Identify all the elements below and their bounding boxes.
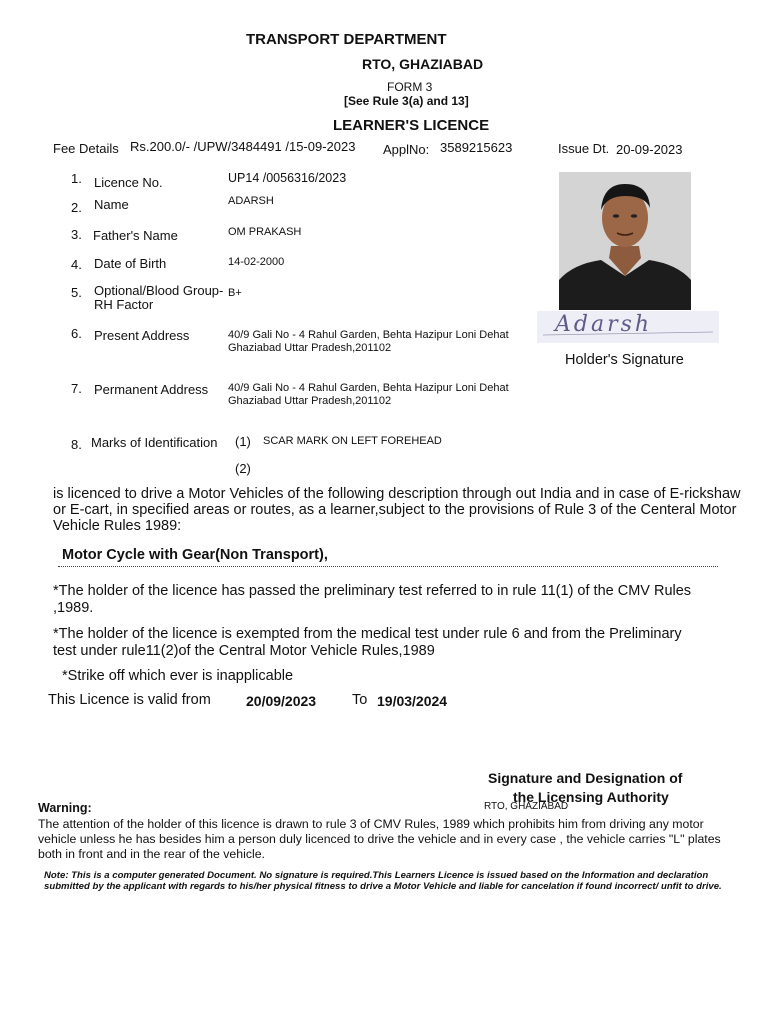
issue-date-label: Issue Dt. [558, 141, 610, 156]
holder-signature-box [537, 311, 719, 343]
name-label: Name [94, 197, 129, 212]
dob-label: Date of Birth [94, 256, 167, 271]
permanent-address-label: Permanent Address [94, 382, 209, 397]
present-address-line2: Ghaziabad Uttar Pradesh,201102 [228, 342, 392, 354]
warning-label: Warning: [38, 801, 92, 815]
field-number: 6. [71, 326, 82, 341]
fee-value: Rs.200.0/- /UPW/3484491 /15-09-2023 [130, 139, 356, 154]
valid-from-date: 20/09/2023 [246, 693, 317, 709]
licence-description: is licenced to drive a Motor Vehicles of the following description through out India and in case of E-rickshaw or E-cart, in specified areas or routes, as a learner,subject to the provisions of Rule 3 of the Centeral Motor Vehicle Rules 1989: [53, 486, 741, 534]
field-number: 2. [71, 200, 82, 215]
appl-no-label: ApplNo: [383, 142, 430, 157]
holder-photo [559, 172, 691, 310]
department-title: TRANSPORT DEPARTMENT [246, 31, 447, 48]
blood-group-label: Optional/Blood Group- [94, 283, 224, 298]
marks-label: Marks of Identification [91, 435, 218, 450]
computer-generated-note: Note: This is a computer generated Document. No signature is required.This Learners Licence is issued based on the Information and declaration submitted by the applicant with regards to his/her physical fitness to drive a Motor Vehicle and liable for cancelation if found incorrect/ unfit to drive. [44, 870, 722, 892]
present-address-label: Present Address [94, 328, 190, 343]
warning-text: The attention of the holder of this licence is drawn to rule 3 of CMV Rules, 1989 which prohibits him from driving any motor vehicle unless he has besides him a person duly licenced to drive the vehicle and in every case , the vehicle carries "L" plates both in front and in the rear of the vehicle. [38, 817, 721, 861]
field-number: 3. [71, 227, 82, 242]
medical-exemption-note: *The holder of the licence is exempted from the medical test under rule 6 and from the Preliminary test under rule11(2)of the Central Motor Vehicle Rules,1989 [53, 626, 682, 659]
authority-line1: Signature and Designation of [488, 770, 683, 786]
appl-no-value: 3589215623 [440, 140, 513, 155]
valid-to-label: To [352, 692, 368, 708]
issue-date-value: 20-09-2023 [616, 142, 683, 157]
valid-from-label: This Licence is valid from [48, 692, 211, 708]
form-number: FORM 3 [387, 80, 433, 94]
dob-value: 14-02-2000 [228, 256, 285, 268]
field-number: 8. [71, 437, 82, 452]
field-number: 7. [71, 381, 82, 396]
name-value: ADARSH [228, 195, 274, 207]
vehicle-class-underline [58, 566, 718, 567]
mark-1-number: (1) [235, 434, 251, 449]
strike-off-note: *Strike off which ever is inapplicable [62, 668, 294, 684]
field-number: 4. [71, 257, 82, 272]
rule-reference: [See Rule 3(a) and 13] [344, 94, 469, 108]
person-photo-icon [559, 172, 691, 310]
holder-signature-label: Holder's Signature [565, 352, 684, 368]
document-title: LEARNER'S LICENCE [333, 117, 490, 134]
authority-line2: the Licensing Authority [513, 789, 669, 805]
permanent-address-line2: Ghaziabad Uttar Pradesh,201102 [228, 395, 392, 407]
rh-factor-label: RH Factor [94, 297, 154, 312]
field-number: 5. [71, 285, 82, 300]
father-name-value: OM PRAKASH [228, 226, 302, 238]
vehicle-class: Motor Cycle with Gear(Non Transport), [62, 547, 328, 563]
father-name-label: Father's Name [93, 228, 178, 243]
fee-label: Fee Details [53, 141, 119, 156]
licence-no-value: UP14 /0056316/2023 [228, 171, 347, 185]
valid-to-date: 19/03/2024 [377, 693, 448, 709]
present-address-line1: 40/9 Gali No - 4 Rahul Garden, Behta Hazipur Loni Dehat [228, 329, 509, 341]
mark-2-number: (2) [235, 461, 251, 476]
permanent-address-line1: 40/9 Gali No - 4 Rahul Garden, Behta Hazipur Loni Dehat [228, 382, 509, 394]
licence-no-label: Licence No. [94, 175, 163, 190]
authority-office: RTO, GHAZIABAD [484, 801, 569, 812]
blood-group-value: B+ [228, 287, 242, 299]
preliminary-test-note: *The holder of the licence has passed the preliminary test referred to in rule 11(1) of the CMV Rules ,1989. [53, 583, 692, 616]
field-number: 1. [71, 171, 82, 186]
rto-office: RTO, GHAZIABAD [362, 56, 484, 72]
mark-1-value: SCAR MARK ON LEFT FOREHEAD [263, 435, 442, 447]
signature-handwriting: Adarsh [555, 312, 653, 337]
